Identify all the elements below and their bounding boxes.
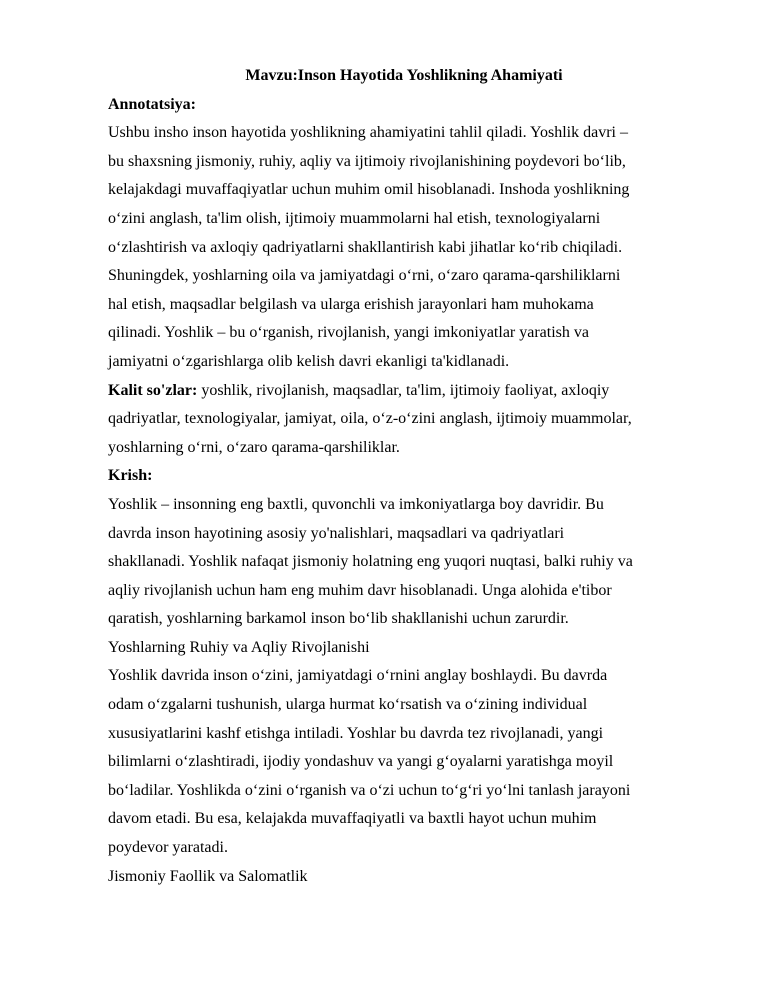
text-line: kelajakdagi muvaffaqiyatlar uchun muhim omil hisoblanadi. Inshoda yoshlikning <box>108 181 630 199</box>
text-line: aqliy rivojlanish uchun ham eng muhim davr hisoblanadi. Unga alohida e'tibor <box>108 581 612 599</box>
section-heading-psychological-development: Yoshlarning Ruhiy va Aqliy Rivojlanishi <box>108 638 370 656</box>
text-line: Shuningdek, yoshlarning oila va jamiyatdagi o‘rni, o‘zaro qarama-qarshiliklarni <box>108 267 621 285</box>
text-line: o‘zlashtirish va axloqiy qadriyatlarni shakllantirish kabi jihatlar ko‘rib chiqiladi. <box>108 238 623 256</box>
annotation-paragraph <box>108 119 700 376</box>
text-line: bilimlarni o‘zlashtiradi, ijodiy yondashuv va yangi g‘oyalarni yaratishga moyil <box>108 753 614 771</box>
intro-heading: Krish: <box>108 467 153 485</box>
annotation-heading: Annotatsiya: <box>108 95 197 113</box>
text-line: shakllanadi. Yoshlik nafaqat jismoniy holatning eng yuqori nuqtasi, balki ruhiy va <box>108 553 633 571</box>
text-line: odam o‘zgalarni tushunish, ularga hurmat ko‘rsatish va o‘zining individual <box>108 696 588 714</box>
keywords-paragraph <box>108 377 700 463</box>
text-line: qadriyatlar, texnologiyalar, jamiyat, oila, o‘z-o‘zini anglash, ijtimoiy muammolar, <box>108 410 632 428</box>
section-paragraph <box>108 662 700 862</box>
section-heading-physical-activity: Jismoniy Faollik va Salomatlik <box>108 867 308 885</box>
text-line: qilinadi. Yoshlik – bu o‘rganish, rivojlanish, yangi imkoniyatlar yaratish va <box>108 324 589 342</box>
text-line: Yoshlik davrida inson o‘zini, jamiyatdagi o‘rnini anglay boshlaydi. Bu davrda <box>108 667 608 685</box>
text-line: poydevor yaratadi. <box>108 839 228 857</box>
text-line: bo‘ladilar. Yoshlikda o‘zini o‘rganish va o‘zi uchun to‘g‘ri yo‘lni tanlash jarayoni <box>108 781 631 799</box>
text-line: Yoshlik – insonning eng baxtli, quvonchli va imkoniyatlarga boy davridir. Bu <box>108 495 604 513</box>
keywords-text: yoshlik, rivojlanish, maqsadlar, ta'lim, ijtimoiy faoliyat, axloqiy <box>197 381 610 399</box>
document-title: Mavzu:Inson Hayotida Yoshlikning Ahamiyati <box>245 67 563 84</box>
keywords-label: Kalit so'zlar: <box>108 381 198 399</box>
document-page <box>108 62 700 891</box>
text-line: xususiyatlarini kashf etishga intiladi. Yoshlar bu davrda tez rivojlanadi, yangi <box>108 724 604 742</box>
text-line: davom etadi. Bu esa, kelajakda muvaffaqiyatli va baxtli hayot uchun muhim <box>108 810 597 828</box>
text-line: jamiyatni o‘zgarishlarga olib kelish davri ekanligi ta'kidlanadi. <box>108 352 510 370</box>
text-line: o‘zini anglash, ta'lim olish, ijtimoiy muammolarni hal etish, texnologiyalarni <box>108 209 601 227</box>
text-line: Ushbu insho inson hayotida yoshlikning ahamiyatini tahlil qiladi. Yoshlik davri – <box>108 124 628 142</box>
keywords-first-line <box>108 377 700 406</box>
text-line: qaratish, yoshlarning barkamol inson bo‘lib shakllanishi uchun zarurdir. <box>108 610 569 628</box>
text-line: hal etish, maqsadlar belgilash va ularga erishish jarayonlari ham muhokama <box>108 295 594 313</box>
text-line: bu shaxsning jismoniy, ruhiy, aqliy va ijtimoiy rivojlanishining poydevori bo‘lib, <box>108 152 626 170</box>
intro-paragraph <box>108 491 700 634</box>
text-line: yoshlarning o‘rni, o‘zaro qarama-qarshiliklar. <box>108 438 400 456</box>
text-line: davrda inson hayotining asosiy yo'nalishlari, maqsadlari va qadriyatlari <box>108 524 565 542</box>
